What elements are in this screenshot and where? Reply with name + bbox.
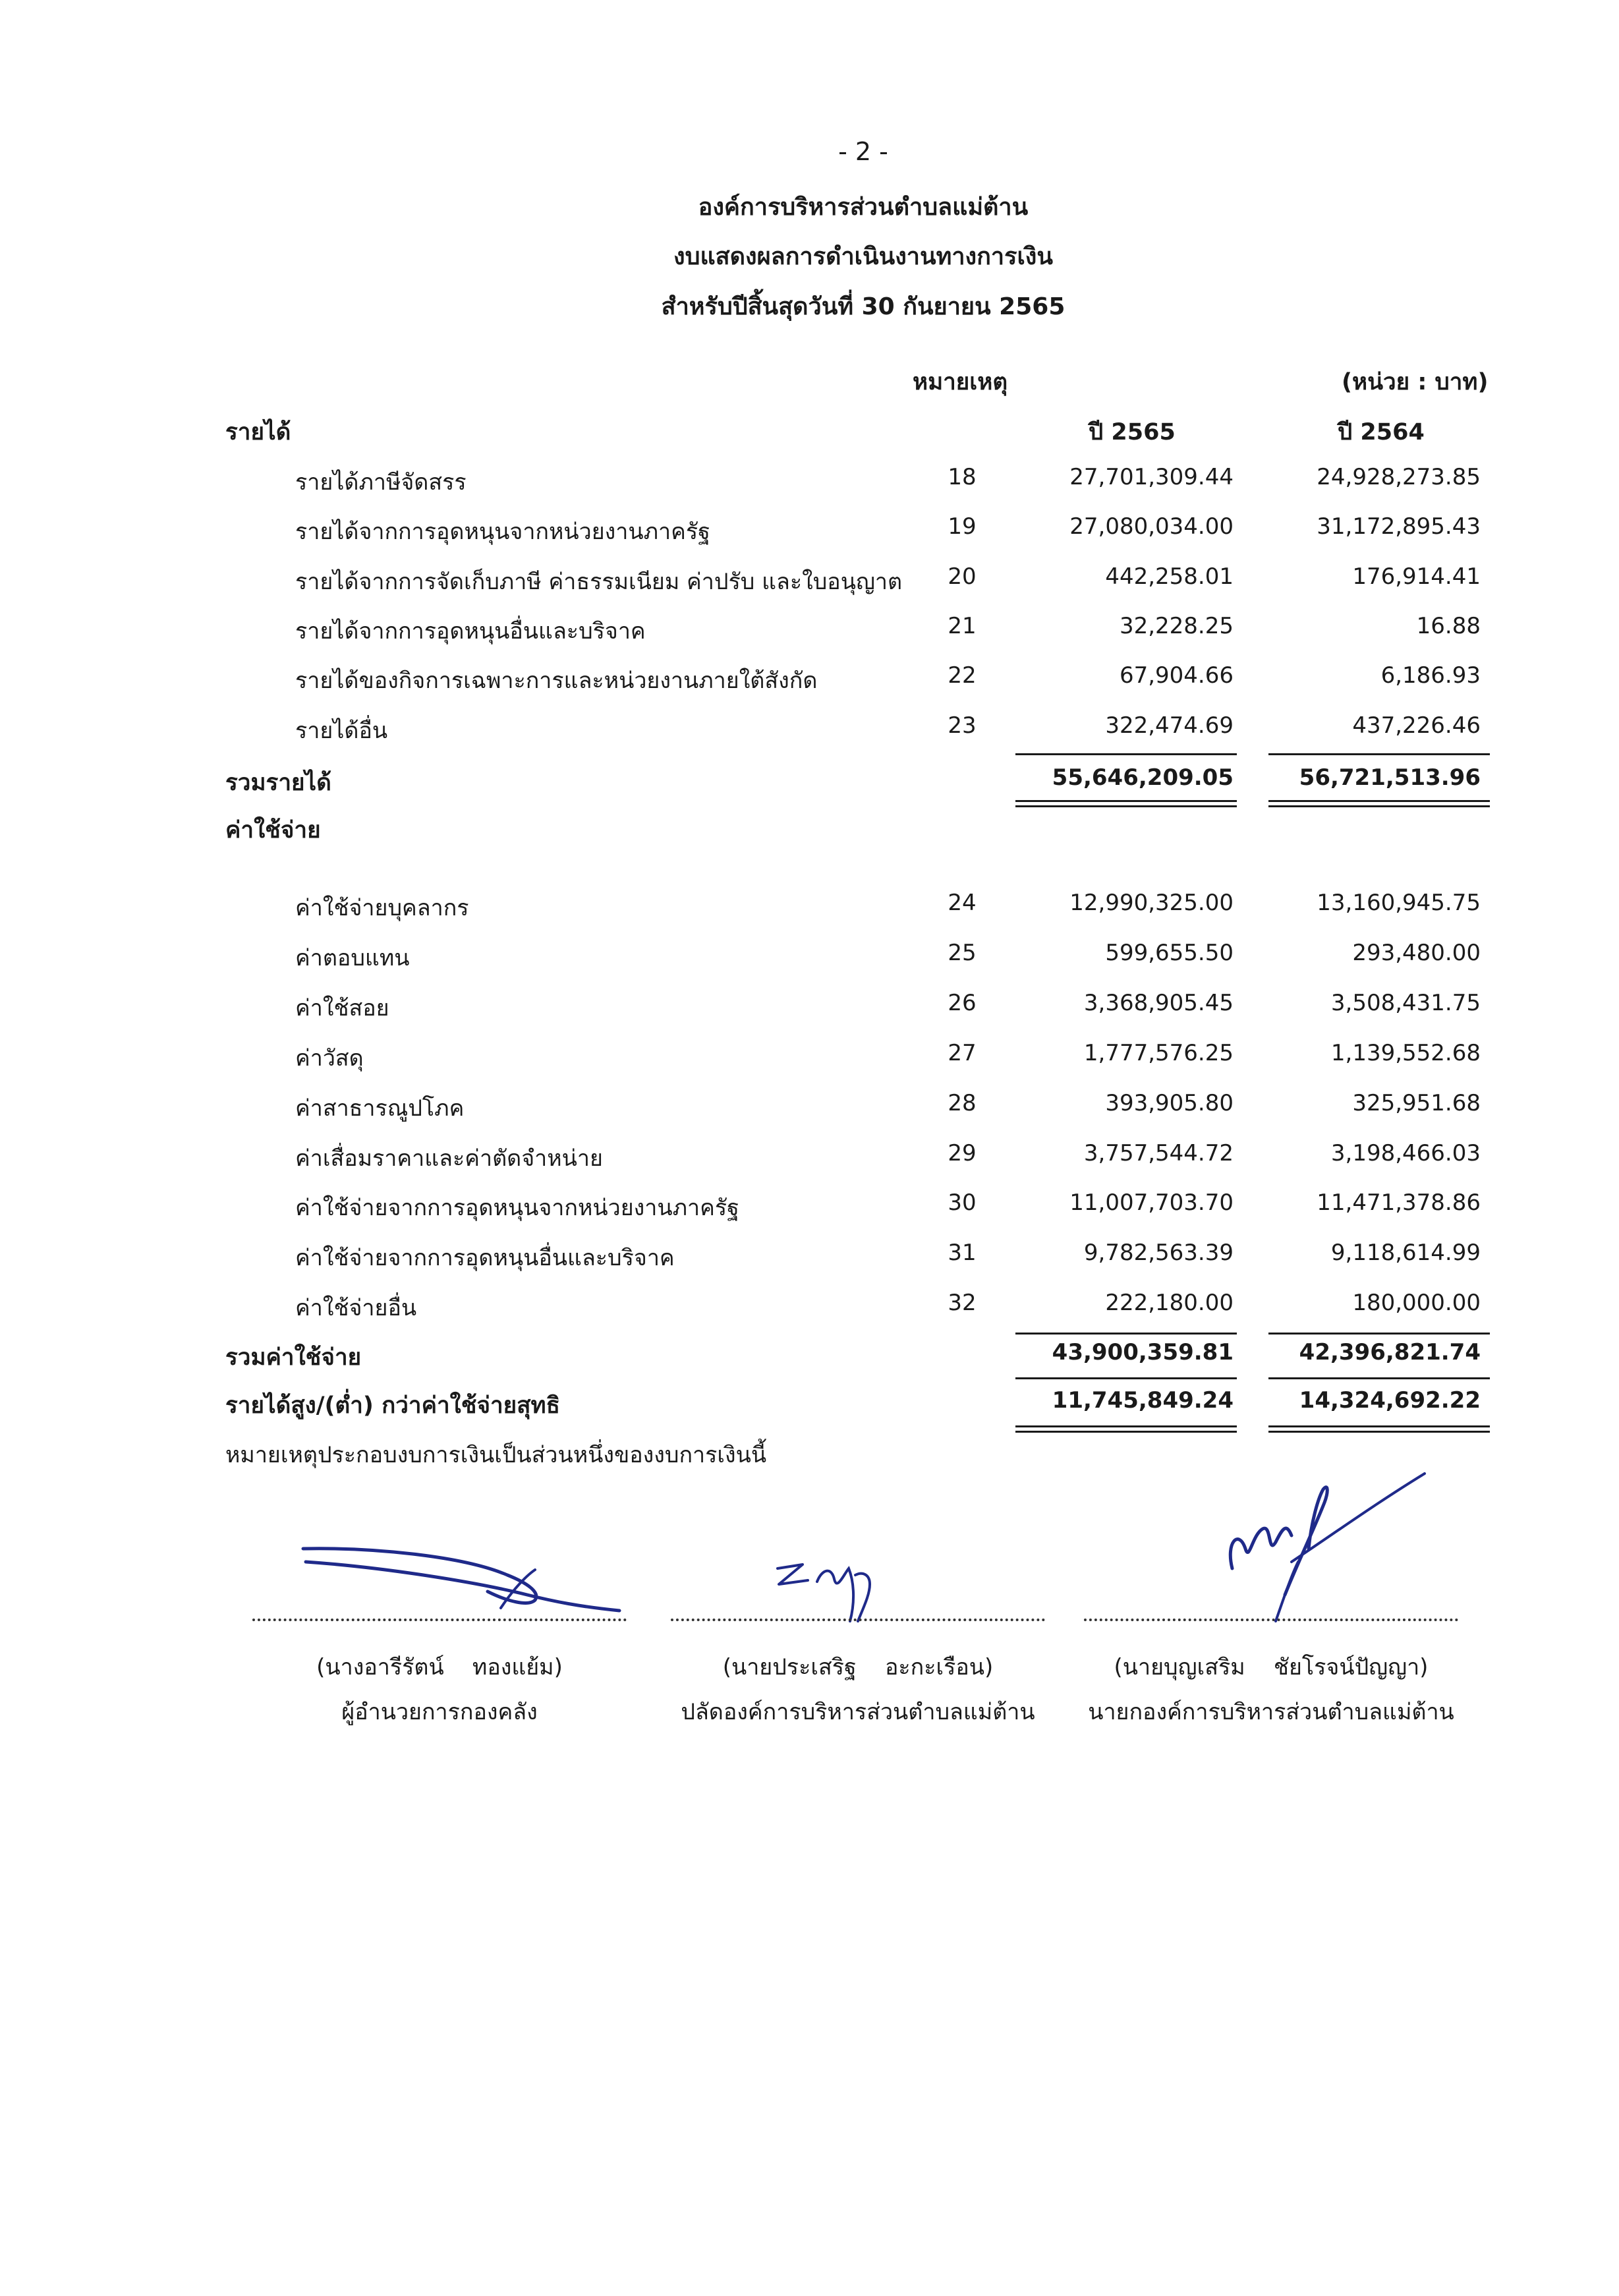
page-number: - 2 - [838, 137, 888, 166]
revenue-row-previous: 6,186.93 [1380, 662, 1481, 689]
expense-row-current: 11,007,703.70 [1069, 1190, 1234, 1216]
signature-line-3 [1084, 1619, 1458, 1621]
expense-row-current: 599,655.50 [1105, 940, 1234, 966]
net-result-current: 11,745,849.24 [1052, 1387, 1234, 1414]
signatory-3-name: (นายบุญเสริม ชัยโรจน์ปัญญา) [1114, 1654, 1429, 1680]
revenue-total-previous: 56,721,513.96 [1299, 764, 1481, 791]
expense-row-label: ค่าใช้จ่ายบุคลากร [295, 895, 469, 921]
expense-row-current: 12,990,325.00 [1069, 890, 1234, 916]
statement-period: สำหรับปีสิ้นสุดวันที่ 30 กันยายน 2565 [661, 293, 1065, 320]
expense-row-previous: 11,471,378.86 [1317, 1190, 1481, 1216]
expense-total-rule-previous [1268, 1377, 1490, 1379]
expense-row-label: ค่าใช้จ่ายอื่น [295, 1295, 417, 1321]
net-double-rule-previous [1268, 1425, 1490, 1433]
revenue-subtotal-rule-previous [1268, 753, 1490, 755]
expense-row-current: 3,757,544.72 [1083, 1140, 1234, 1166]
revenue-row-previous: 24,928,273.85 [1317, 464, 1481, 490]
expense-row-previous: 325,951.68 [1352, 1090, 1481, 1116]
expense-row-note: 29 [948, 1140, 977, 1166]
statement-title: งบแสดงผลการดำเนินงานทางการเงิน [673, 243, 1053, 270]
revenue-row-label: รายได้จากการอุดหนุนอื่นและบริจาค [295, 618, 646, 645]
expense-row-label: ค่าสาธารณูปโภค [295, 1095, 465, 1122]
revenue-heading: รายได้ [225, 419, 291, 445]
signatory-1-title: ผู้อำนวยการกองคลัง [341, 1699, 538, 1725]
unit-label: (หน่วย : บาท) [1342, 369, 1489, 395]
revenue-row-label: รายได้อื่น [295, 718, 388, 744]
revenue-total-double-rule-previous [1268, 800, 1490, 807]
revenue-row-label: รายได้ของกิจการเฉพาะการและหน่วยงานภายใต้สังกัด [295, 668, 818, 694]
expense-row-current: 1,777,576.25 [1083, 1040, 1234, 1066]
expense-row-previous: 3,508,431.75 [1330, 990, 1481, 1016]
expense-row-label: ค่าใช้จ่ายจากการอุดหนุนจากหน่วยงานภาครัฐ [295, 1195, 739, 1221]
revenue-row-previous: 437,226.46 [1352, 712, 1481, 739]
revenue-row-note: 20 [948, 563, 977, 590]
year-previous-header: ปี 2564 [1338, 419, 1425, 445]
expense-row-previous: 1,139,552.68 [1330, 1040, 1481, 1066]
revenue-row-note: 21 [948, 613, 977, 639]
expense-row-previous: 293,480.00 [1352, 940, 1481, 966]
expense-row-note: 27 [948, 1040, 977, 1066]
expense-row-note: 31 [948, 1240, 977, 1266]
revenue-row-current: 32,228.25 [1119, 613, 1234, 639]
revenue-row-label: รายได้จากการจัดเก็บภาษี ค่าธรรมเนียม ค่าปรับ และใบอนุญาต [295, 569, 903, 595]
expense-subtotal-rule-current [1015, 1333, 1237, 1335]
revenue-row-previous: 16.88 [1416, 613, 1481, 639]
expenses-total-previous: 42,396,821.74 [1299, 1339, 1481, 1365]
revenue-total-double-rule-current [1015, 800, 1237, 807]
expense-row-current: 222,180.00 [1105, 1290, 1234, 1316]
revenue-subtotal-rule-current [1015, 753, 1237, 755]
signature-2-mark [771, 1555, 903, 1628]
note-column-header: หมายเหตุ [913, 369, 1008, 395]
expense-row-label: ค่าวัสดุ [295, 1045, 364, 1072]
expenses-total-label: รวมค่าใช้จ่าย [225, 1344, 362, 1371]
signature-1-mark [290, 1529, 633, 1621]
signature-line-2 [671, 1619, 1045, 1621]
signatory-2-title: ปลัดองค์การบริหารส่วนตำบลแม่ต้าน [681, 1699, 1035, 1725]
expense-row-label: ค่าตอบแทน [295, 945, 410, 971]
revenue-row-current: 442,258.01 [1105, 563, 1234, 590]
expense-row-previous: 3,198,466.03 [1330, 1140, 1481, 1166]
revenue-row-current: 322,474.69 [1105, 712, 1234, 739]
expense-row-current: 3,368,905.45 [1083, 990, 1234, 1016]
net-double-rule-current [1015, 1425, 1237, 1433]
revenue-row-note: 23 [948, 712, 977, 739]
revenue-row-current: 27,701,309.44 [1069, 464, 1234, 490]
signature-3-mark [1212, 1463, 1436, 1628]
expense-row-current: 393,905.80 [1105, 1090, 1234, 1116]
revenue-row-current: 67,904.66 [1119, 662, 1234, 689]
revenue-row-label: รายได้จากการอุดหนุนจากหน่วยงานภาครัฐ [295, 519, 710, 545]
expense-row-note: 32 [948, 1290, 977, 1316]
signatory-3-title: นายกองค์การบริหารส่วนตำบลแม่ต้าน [1088, 1699, 1454, 1725]
expense-row-label: ค่าใช้สอย [295, 995, 389, 1021]
revenue-row-note: 18 [948, 464, 977, 490]
expense-row-note: 26 [948, 990, 977, 1016]
expense-row-label: ค่าเสื่อมราคาและค่าตัดจำหน่าย [295, 1145, 603, 1172]
signature-line-1 [252, 1619, 627, 1621]
revenue-row-note: 19 [948, 513, 977, 540]
revenue-row-previous: 31,172,895.43 [1317, 513, 1481, 540]
expense-row-label: ค่าใช้จ่ายจากการอุดหนุนอื่นและบริจาค [295, 1245, 675, 1271]
signatory-1-name: (นางอารีรัตน์ ทองแย้ม) [316, 1654, 563, 1680]
expense-total-rule-current [1015, 1377, 1237, 1379]
expense-subtotal-rule-previous [1268, 1333, 1490, 1335]
signatory-2-name: (นายประเสริฐ อะกะเรือน) [722, 1654, 994, 1680]
expense-row-note: 25 [948, 940, 977, 966]
revenue-row-current: 27,080,034.00 [1069, 513, 1234, 540]
revenue-row-note: 22 [948, 662, 977, 689]
revenue-total-label: รวมรายได้ [225, 770, 331, 796]
revenue-row-previous: 176,914.41 [1352, 563, 1481, 590]
expense-row-note: 30 [948, 1190, 977, 1216]
org-name: องค์การบริหารส่วนตำบลแม่ต้าน [698, 194, 1029, 221]
expenses-total-current: 43,900,359.81 [1052, 1339, 1234, 1365]
expense-row-current: 9,782,563.39 [1083, 1240, 1234, 1266]
expenses-heading: ค่าใช้จ่าย [225, 817, 321, 844]
expense-row-note: 24 [948, 890, 977, 916]
expense-row-previous: 9,118,614.99 [1330, 1240, 1481, 1266]
net-result-previous: 14,324,692.22 [1299, 1387, 1481, 1414]
expense-row-previous: 180,000.00 [1352, 1290, 1481, 1316]
statement-footnote: หมายเหตุประกอบงบการเงินเป็นส่วนหนึ่งของงบการเงินนี้ [225, 1442, 767, 1468]
revenue-row-label: รายได้ภาษีจัดสรร [295, 469, 467, 496]
revenue-total-current: 55,646,209.05 [1052, 764, 1234, 791]
year-current-header: ปี 2565 [1089, 419, 1176, 445]
expense-row-note: 28 [948, 1090, 977, 1116]
expense-row-previous: 13,160,945.75 [1317, 890, 1481, 916]
net-result-label: รายได้สูง/(ต่ำ) กว่าค่าใช้จ่ายสุทธิ [225, 1392, 560, 1419]
